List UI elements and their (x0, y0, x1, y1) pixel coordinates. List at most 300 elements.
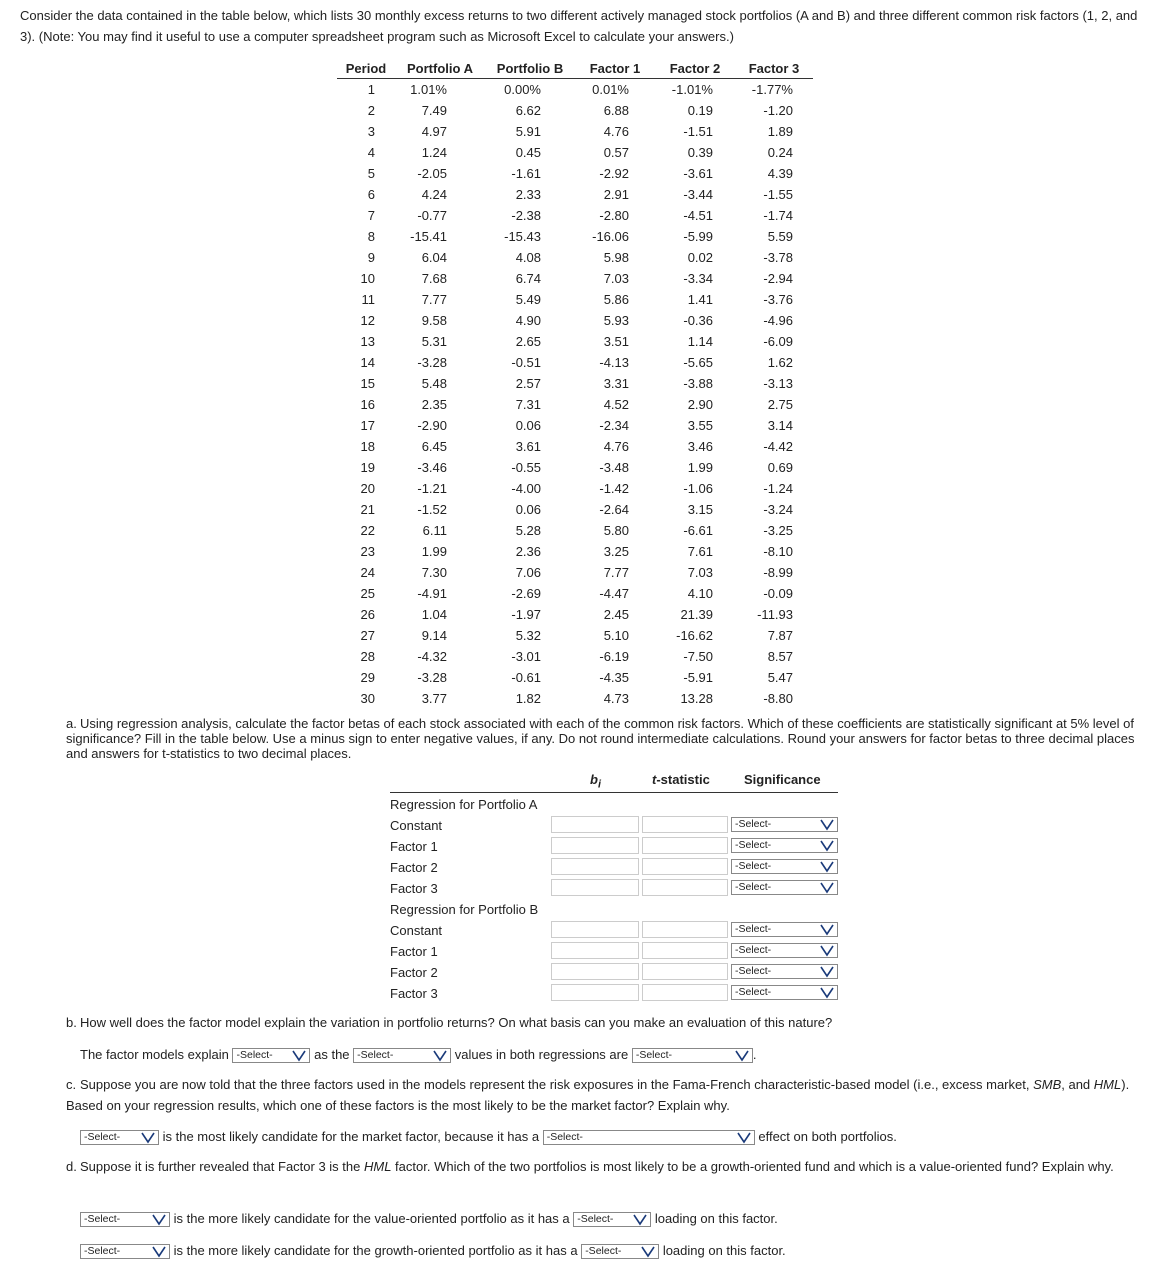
table-cell: 5.98 (603, 250, 629, 265)
answer-d-text-1b: loading on this factor. (654, 1211, 778, 1226)
table-cell: 20 (360, 481, 375, 496)
table-cell: -5.91 (683, 670, 713, 685)
table-cell: 5.59 (767, 229, 793, 244)
group-title-label: Regression for Portfolio A (390, 797, 538, 812)
table-cell: -15.41 (410, 229, 447, 244)
significance-select[interactable]: -Select- (731, 817, 838, 832)
table-cell: 21 (360, 502, 375, 517)
table-cell: 13 (360, 334, 375, 349)
qd-select-4[interactable]: -Select- (581, 1244, 659, 1259)
table-cell: -8.10 (763, 544, 793, 559)
table-row (337, 604, 813, 625)
table-cell: 26 (360, 607, 375, 622)
table-cell: -1.20 (763, 103, 793, 118)
chevron-down-icon (820, 965, 834, 978)
table-cell: -5.65 (683, 355, 713, 370)
table-cell: 8 (367, 229, 375, 244)
table-cell: 2.91 (603, 187, 629, 202)
table-cell: -1.74 (763, 208, 793, 223)
table-row (337, 688, 813, 709)
chevron-down-icon (292, 1049, 306, 1062)
table-cell: 16 (360, 397, 375, 412)
chevron-down-icon (820, 923, 834, 936)
table-cell: 15 (360, 376, 375, 391)
table-cell: -2.94 (763, 271, 793, 286)
t-statistic-input[interactable] (642, 879, 728, 896)
answer-d-text-2a: is the more likely candidate for the growth-oriented portfolio as it has a (173, 1243, 578, 1258)
group-title-portfolio-a (390, 794, 840, 815)
regression-row-label: Factor 2 (390, 965, 438, 980)
t-statistic-input[interactable] (642, 837, 728, 854)
table-cell: 3.25 (603, 544, 629, 559)
table-cell: 7.30 (421, 565, 447, 580)
table-row (337, 541, 813, 562)
table-cell: 7.49 (421, 103, 447, 118)
table-cell: 0.00% (504, 82, 541, 97)
significance-select[interactable]: -Select- (731, 838, 838, 853)
table-cell: 12 (360, 313, 375, 328)
t-statistic-input[interactable] (642, 858, 728, 875)
table-cell: 3.51 (603, 334, 629, 349)
question-a-text: Using regression analysis, calculate the factor betas of each stock associated with each of the common risk factors. Which of these coefficients are statistically significant at 5% level of significance? Fill in the table below. Use a minus sign to enter negative values, if any. Do not round intermediate calculations. Round your answers for factor betas to three decimal places and answers for t-statistics to two decimal places. (66, 716, 1135, 761)
table-cell: 2.75 (767, 397, 793, 412)
significance-select[interactable]: -Select- (731, 964, 838, 979)
table-row (337, 625, 813, 646)
answer-c-line (80, 1127, 897, 1147)
qb-select-3[interactable]: -Select- (632, 1048, 753, 1063)
table-row (337, 163, 813, 184)
table-cell: -1.01% (671, 82, 713, 97)
table-cell: 1.82 (515, 691, 541, 706)
table-cell: 5.91 (515, 124, 541, 139)
beta-input[interactable] (551, 879, 639, 896)
regression-row (390, 941, 840, 962)
table-cell: 1.01% (410, 82, 447, 97)
answer-d-text-2b: loading on this factor. (662, 1243, 786, 1258)
table-cell: 7.77 (421, 292, 447, 307)
returns-table (337, 58, 813, 709)
table-cell: -3.24 (763, 502, 793, 517)
table-row (337, 289, 813, 310)
table-cell: 5.49 (515, 292, 541, 307)
table-cell: 4.08 (515, 250, 541, 265)
table-cell: -0.61 (511, 670, 541, 685)
table-cell: 1.62 (767, 355, 793, 370)
table-cell: -4.32 (417, 649, 447, 664)
chevron-down-icon (820, 986, 834, 999)
table-cell: 4.76 (603, 124, 629, 139)
table-cell: 6.74 (515, 271, 541, 286)
group-title-portfolio-b (390, 899, 840, 920)
table-cell: 3.14 (767, 418, 793, 433)
table-cell: 2.35 (421, 397, 447, 412)
table-cell: 5.47 (767, 670, 793, 685)
table-cell: -1.55 (763, 187, 793, 202)
beta-input[interactable] (551, 984, 639, 1001)
table-cell: 6.88 (603, 103, 629, 118)
question-b (66, 1014, 1151, 1032)
qd-select-3[interactable]: -Select- (80, 1244, 170, 1259)
table-cell: -2.90 (417, 418, 447, 433)
answer-b-text-2: as the (314, 1047, 350, 1062)
table-cell: -7.50 (683, 649, 713, 664)
table-cell: 4.97 (421, 124, 447, 139)
table-cell: 2.36 (515, 544, 541, 559)
table-cell: -3.28 (417, 670, 447, 685)
table-row (337, 478, 813, 499)
chevron-down-icon (152, 1213, 166, 1226)
table-cell: -6.61 (683, 523, 713, 538)
beta-input[interactable] (551, 816, 639, 833)
table-cell: 4.76 (603, 439, 629, 454)
chevron-down-icon (820, 944, 834, 957)
table-cell: 5.10 (603, 628, 629, 643)
qb-select-2[interactable]: -Select- (353, 1048, 451, 1063)
beta-input[interactable] (551, 942, 639, 959)
table-cell: -1.51 (683, 124, 713, 139)
table-cell: -1.24 (763, 481, 793, 496)
table-cell: -4.51 (683, 208, 713, 223)
beta-input[interactable] (551, 837, 639, 854)
t-statistic-input[interactable] (642, 984, 728, 1001)
table-cell: 7.61 (687, 544, 713, 559)
table-cell: -16.62 (676, 628, 713, 643)
table-cell: -3.01 (511, 649, 541, 664)
chevron-down-icon (735, 1049, 749, 1062)
answer-d-text-1a: is the more likely candidate for the value-oriented portfolio as it has a (173, 1211, 570, 1226)
qb-select-1[interactable]: -Select- (232, 1048, 310, 1063)
table-cell: 11 (361, 292, 375, 307)
significance-select[interactable]: -Select- (731, 859, 838, 874)
table-cell: 5.28 (515, 523, 541, 538)
table-cell: 2.90 (687, 397, 713, 412)
table-row (337, 499, 813, 520)
table-cell: 29 (360, 670, 375, 685)
table-cell: 0.24 (767, 145, 793, 160)
table-cell: 0.69 (767, 460, 793, 475)
answer-b-text-4: . (752, 1047, 757, 1062)
table-cell: 4.10 (687, 586, 713, 601)
table-cell: 4.39 (767, 166, 793, 181)
significance-select[interactable]: -Select- (731, 985, 838, 1000)
table-cell: 1.99 (421, 544, 447, 559)
table-row (337, 373, 813, 394)
table-cell: -3.34 (683, 271, 713, 286)
table-cell: 3.77 (421, 691, 447, 706)
table-cell: 4 (367, 145, 375, 160)
qd-select-2[interactable]: -Select- (573, 1212, 651, 1227)
table-cell: 13.28 (680, 691, 713, 706)
table-cell: 1.14 (687, 334, 713, 349)
answer-b-text-1: The factor models explain (80, 1047, 229, 1062)
table-cell: 5 (367, 166, 375, 181)
table-cell: -0.51 (511, 355, 541, 370)
chevron-down-icon (820, 818, 834, 831)
table-cell: -2.38 (511, 208, 541, 223)
table-row (337, 310, 813, 331)
beta-input[interactable] (551, 921, 639, 938)
table-cell: -6.09 (763, 334, 793, 349)
table-cell: 0.06 (515, 418, 541, 433)
table-cell: 25 (360, 586, 375, 601)
table-cell: 8.57 (767, 649, 793, 664)
table-cell: 0.02 (687, 250, 713, 265)
table-cell: 7.03 (687, 565, 713, 580)
table-cell: -2.34 (599, 418, 629, 433)
table-cell: -4.47 (599, 586, 629, 601)
table-cell: 18 (360, 439, 375, 454)
table-cell: -1.97 (511, 607, 541, 622)
t-statistic-input[interactable] (642, 942, 728, 959)
table-cell: 1 (367, 82, 375, 97)
table-row (337, 331, 813, 352)
chevron-down-icon (641, 1245, 655, 1258)
table-cell: 24 (360, 565, 375, 580)
table-cell: -8.80 (763, 691, 793, 706)
chevron-down-icon (433, 1049, 447, 1062)
table-row (337, 352, 813, 373)
col-header-factor-1: Factor 1 (575, 58, 655, 79)
table-cell: 6.45 (421, 439, 447, 454)
table-row (337, 457, 813, 478)
table-cell: 5.48 (421, 376, 447, 391)
answer-c-text-2: effect on both portfolios. (758, 1129, 897, 1144)
table-row (337, 562, 813, 583)
table-cell: -3.28 (417, 355, 447, 370)
chevron-down-icon (820, 881, 834, 894)
table-row (337, 268, 813, 289)
table-cell: -6.19 (599, 649, 629, 664)
table-cell: -8.99 (763, 565, 793, 580)
table-cell: -3.46 (417, 460, 447, 475)
table-cell: 4.90 (515, 313, 541, 328)
table-cell: 23 (360, 544, 375, 559)
table-cell: 0.01% (592, 82, 629, 97)
table-cell: -4.35 (599, 670, 629, 685)
table-cell: 10 (360, 271, 375, 286)
table-cell: 1.04 (421, 607, 447, 622)
group-title-label: Regression for Portfolio B (390, 902, 539, 917)
table-cell: -4.96 (763, 313, 793, 328)
table-cell: 7.06 (515, 565, 541, 580)
table-cell: 1.99 (687, 460, 713, 475)
table-row (337, 226, 813, 247)
table-cell: -1.77% (751, 82, 793, 97)
chevron-down-icon (141, 1131, 155, 1144)
table-cell: -3.48 (599, 460, 629, 475)
table-row (337, 436, 813, 457)
chevron-down-icon (633, 1213, 647, 1226)
table-cell: 17 (360, 418, 375, 433)
question-d-label: d. (66, 1159, 77, 1174)
beta-input[interactable] (551, 963, 639, 980)
table-cell: 5.31 (421, 334, 447, 349)
t-statistic-input[interactable] (642, 816, 728, 833)
question-a (66, 716, 1151, 761)
table-cell: 5.93 (603, 313, 629, 328)
table-header-row (337, 58, 813, 79)
table-row (337, 583, 813, 604)
table-cell: 3.31 (603, 376, 629, 391)
t-statistic-input[interactable] (642, 963, 728, 980)
significance-select[interactable]: -Select- (731, 922, 838, 937)
table-cell: 0.57 (603, 145, 629, 160)
regression-row-label: Constant (390, 923, 443, 938)
chevron-down-icon (152, 1245, 166, 1258)
table-cell: 3.61 (515, 439, 541, 454)
table-cell: 14 (360, 355, 375, 370)
table-cell: 6 (367, 187, 375, 202)
table-cell: 0.19 (687, 103, 713, 118)
answer-b-line (80, 1045, 756, 1065)
table-cell: -3.88 (683, 376, 713, 391)
regression-row (390, 878, 840, 899)
table-row (337, 415, 813, 436)
regression-row-label: Factor 3 (390, 986, 438, 1001)
table-row (337, 184, 813, 205)
regression-row-label: Constant (390, 818, 443, 833)
table-cell: 2.33 (515, 187, 541, 202)
table-cell: 22 (360, 523, 375, 538)
table-cell: -3.76 (763, 292, 793, 307)
table-cell: -4.42 (763, 439, 793, 454)
regression-row-label: Factor 2 (390, 860, 438, 875)
table-cell: 2.45 (603, 607, 629, 622)
col-header-portfolio-a: Portfolio A (395, 58, 485, 79)
table-row (337, 667, 813, 688)
regression-row (390, 815, 840, 836)
col-header-factor-2: Factor 2 (655, 58, 735, 79)
table-cell: 3.55 (687, 418, 713, 433)
question-b-label: b. (66, 1015, 77, 1030)
table-cell: -0.36 (683, 313, 713, 328)
table-cell: 19 (360, 460, 375, 475)
table-cell: 2.57 (515, 376, 541, 391)
table-cell: 6.62 (515, 103, 541, 118)
table-cell: -15.43 (504, 229, 541, 244)
table-cell: 28 (360, 649, 375, 664)
table-cell: 4.24 (421, 187, 447, 202)
table-cell: 6.04 (421, 250, 447, 265)
question-a-label: a. (66, 716, 77, 731)
significance-select[interactable]: -Select- (731, 880, 838, 895)
table-cell: 5.80 (603, 523, 629, 538)
table-cell: 9.14 (421, 628, 447, 643)
table-cell: -0.55 (511, 460, 541, 475)
answer-d-line-2 (80, 1241, 786, 1261)
table-cell: 0.39 (687, 145, 713, 160)
table-cell: -2.80 (599, 208, 629, 223)
question-d-text: Suppose it is further revealed that Factor 3 is the HML factor. Which of the two portfolios is most likely to be a growth-oriented fund and which is a value-oriented fund? Explain why. (80, 1159, 1114, 1174)
table-cell: 6.11 (422, 523, 447, 538)
table-cell: -11.93 (757, 607, 793, 622)
question-d (66, 1156, 1151, 1177)
table-cell: 1.89 (767, 124, 793, 139)
beta-input[interactable] (551, 858, 639, 875)
table-row (337, 79, 813, 101)
regression-row (390, 983, 840, 1004)
regression-row (390, 857, 840, 878)
table-cell: -3.78 (763, 250, 793, 265)
qd-select-1[interactable]: -Select- (80, 1212, 170, 1227)
qc-select-1[interactable]: -Select- (80, 1130, 159, 1145)
table-cell: -16.06 (592, 229, 629, 244)
question-c (66, 1074, 1151, 1116)
table-cell: -2.92 (599, 166, 629, 181)
table-cell: 3 (367, 124, 375, 139)
table-cell: 4.52 (603, 397, 629, 412)
regression-row (390, 962, 840, 983)
question-c-text: Suppose you are now told that the three factors used in the models represent the risk exposures in the Fama-French characteristic-based model (i.e., excess market, SMB, and HML). Based on your regression results, which one of these factors is the most likely to be the market factor? Explain why. (66, 1077, 1130, 1113)
table-cell: 21.39 (680, 607, 713, 622)
chevron-down-icon (820, 839, 834, 852)
table-cell: 2.65 (515, 334, 541, 349)
answer-b-text-3: values in both regressions are (454, 1047, 629, 1062)
regression-row-label: Factor 3 (390, 881, 438, 896)
table-cell: 27 (360, 628, 375, 643)
table-cell: -0.09 (763, 586, 793, 601)
table-cell: 1.24 (421, 145, 447, 160)
table-cell: 3.15 (687, 502, 713, 517)
table-cell: -3.44 (683, 187, 713, 202)
table-cell: 9.58 (421, 313, 447, 328)
table-cell: -3.61 (683, 166, 713, 181)
table-cell: -1.52 (417, 502, 447, 517)
table-cell: -3.13 (763, 376, 793, 391)
table-row (337, 121, 813, 142)
table-cell: -4.91 (417, 586, 447, 601)
table-row (337, 646, 813, 667)
table-cell: 7.77 (603, 565, 629, 580)
col-header-portfolio-b: Portfolio B (485, 58, 575, 79)
table-row (337, 520, 813, 541)
table-cell: -5.99 (683, 229, 713, 244)
significance-select[interactable]: -Select- (731, 943, 838, 958)
answer-d-line-1 (80, 1209, 778, 1229)
table-cell: -4.00 (511, 481, 541, 496)
table-cell: 0.45 (515, 145, 541, 160)
table-cell: 2 (367, 103, 375, 118)
col-header-period: Period (337, 58, 395, 79)
header-divider (390, 792, 838, 793)
table-cell: 7.03 (603, 271, 629, 286)
table-cell: 7 (367, 208, 375, 223)
table-cell: -2.64 (599, 502, 629, 517)
t-statistic-input[interactable] (642, 921, 728, 938)
regression-row-label: Factor 1 (390, 839, 438, 854)
table-cell: 5.32 (515, 628, 541, 643)
col-header-factor-3: Factor 3 (735, 58, 813, 79)
table-row (337, 205, 813, 226)
table-cell: 30 (360, 691, 375, 706)
table-cell: 7.87 (767, 628, 793, 643)
qc-select-2[interactable]: -Select- (543, 1130, 755, 1145)
table-row (337, 100, 813, 121)
table-cell: -1.21 (417, 481, 447, 496)
table-cell: 7.31 (515, 397, 541, 412)
table-cell: -1.06 (683, 481, 713, 496)
regression-row (390, 920, 840, 941)
table-cell: -1.42 (599, 481, 629, 496)
table-cell: 9 (367, 250, 375, 265)
table-cell: -0.77 (417, 208, 447, 223)
table-cell: 7.68 (421, 271, 447, 286)
table-cell: -4.13 (599, 355, 629, 370)
question-b-text: How well does the factor model explain the variation in portfolio returns? On what basis can you make an evaluation of this nature? (80, 1015, 833, 1030)
table-cell: 0.06 (515, 502, 541, 517)
col-header-t-statistic: t-statistic (652, 772, 710, 787)
col-header-significance: Significance (744, 772, 821, 787)
